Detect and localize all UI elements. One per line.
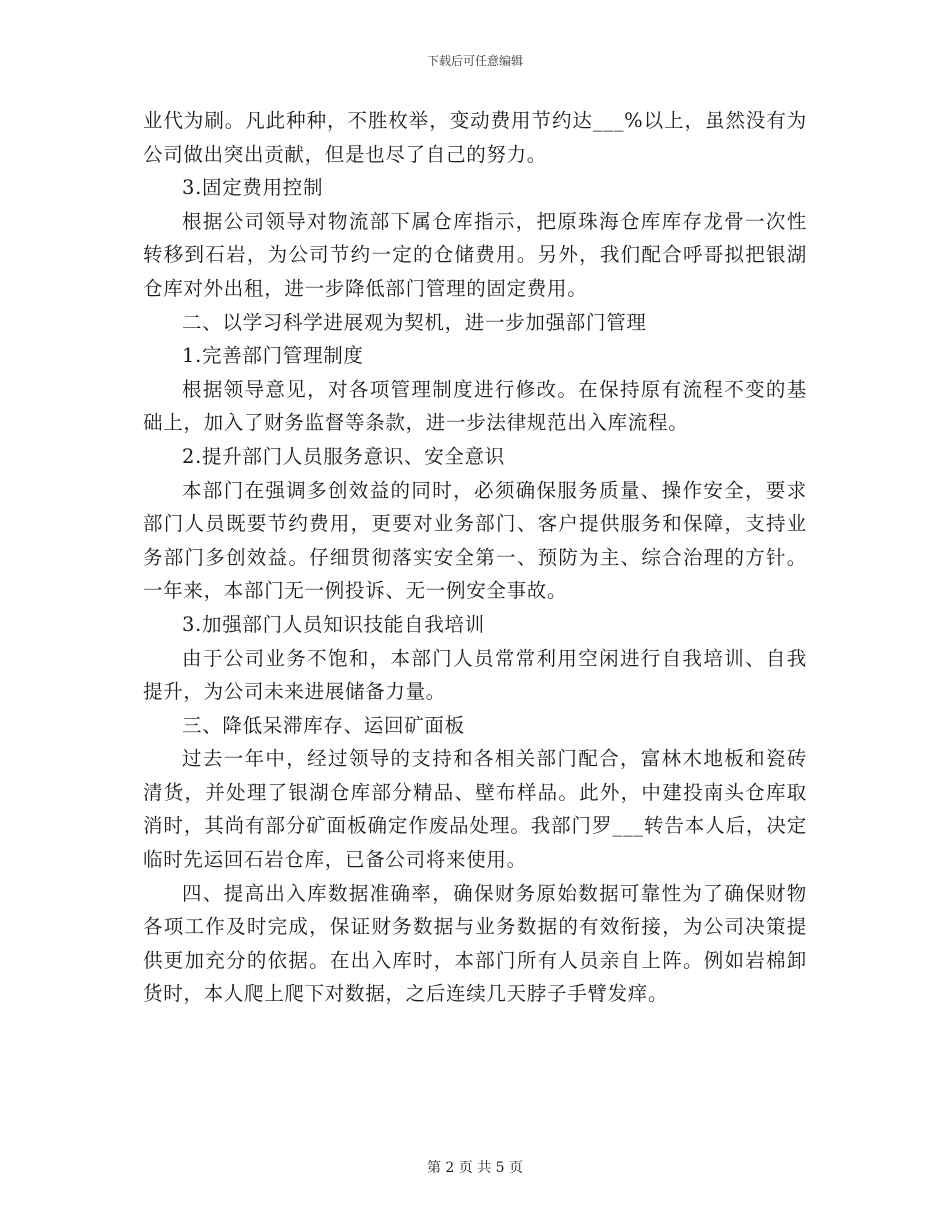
subheading-service-safety: 2.提升部门人员服务意识、安全意识 xyxy=(182,444,506,468)
paragraph-training: 由于公司业务不饱和，本部门人员常常利用空闲进行自我培训、自我提升，为公司未来进展储备力量。 xyxy=(143,646,807,704)
page-number: 第 2 页 共 5 页 xyxy=(426,1160,524,1176)
paragraph-fixed-cost: 根据公司领导对物流部下属仓库指示，把原珠海仓库库存龙骨一次性转移到石岩，为公司节约一定的仓储费用。另外，我们配合呼哥拟把银湖仓库对外出租，进一步降低部门管理的固定费用。 xyxy=(143,209,807,300)
document-body xyxy=(143,104,807,1011)
paragraph-management-system: 根据领导意见，对各项管理制度进行修改。在保持原有流程不变的基础上，加入了财务监督等条款，进一步法律规范出入库流程。 xyxy=(143,377,807,435)
paragraph-inventory: 过去一年中，经过领导的支持和各相关部门配合，富林木地板和瓷砖清货，并处理了银湖仓库部分精品、壁布样品。此外，中建投南头仓库取消时，其尚有部分矿面板确定作废品处理。我部门罗___转告本人后，决定临时先运回石岩仓库，已备公司将来使用。 xyxy=(143,747,807,872)
paragraph-service-safety: 本部门在强调多创效益的同时，必须确保服务质量、操作安全，要求部门人员既要节约费用，更要对业务部门、客户提供服务和保障，支持业务部门多创效益。仔细贯彻落实安全第一、预防为主、综合治理的方针。一年来，本部门无一例投诉、无一例安全事故。 xyxy=(143,478,807,603)
paragraph-continued: 业代为刷。凡此种种，不胜枚举，变动费用节约达___%以上，虽然没有为公司做出突出贡献，但是也尽了自己的努力。 xyxy=(143,109,807,166)
subheading-training: 3.加强部门人员知识技能自我培训 xyxy=(182,612,485,636)
heading-section-three: 三、降低呆滞库存、运回矿面板 xyxy=(182,713,465,737)
subheading-fixed-cost: 3.固定费用控制 xyxy=(182,176,324,200)
heading-section-two: 二、以学习科学进展观为契机，进一步加强部门管理 xyxy=(182,310,647,334)
page-header: 下载后可任意编辑 xyxy=(426,54,523,68)
subheading-management-system: 1.完善部门管理制度 xyxy=(182,344,364,368)
paragraph-section-four: 四、提高出入库数据准确率，确保财务原始数据可靠性为了确保财物各项工作及时完成，保证财务数据与业务数据的有效衔接，为公司决策提供更加充分的依据。在出入库时，本部门所有人员亲自上阵。例如岩棉卸货时，本人爬上爬下对数据，之后连续几天脖子手臂发痒。 xyxy=(143,881,807,1006)
